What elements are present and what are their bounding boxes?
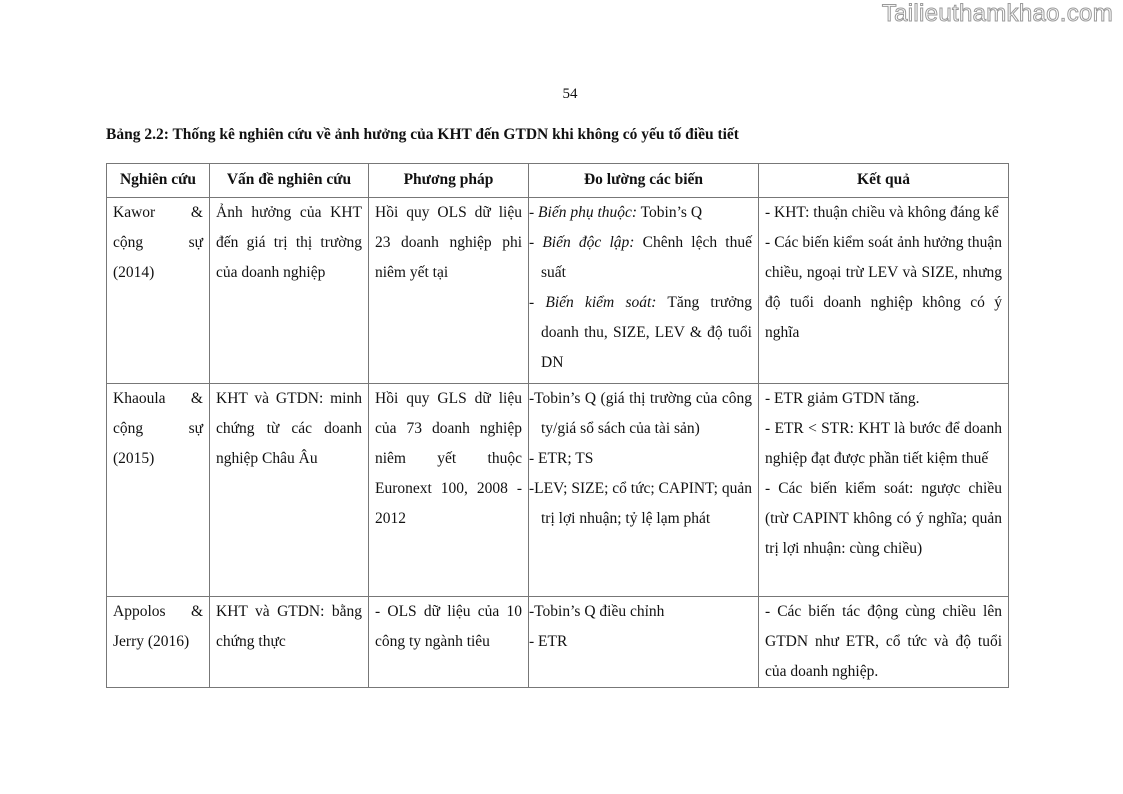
measure-label: Biến kiểm soát: [545, 294, 657, 311]
measure-text: Chênh lệch thuế suất [541, 234, 752, 281]
table-row [107, 384, 1009, 597]
cell-text: Hồi quy GLS dữ liệu của 73 doanh nghiệp niêm yết thuộc Euronext 100, 2008 - 2012 [375, 390, 522, 527]
cell-text: Kawor & cộng sự (2014) [113, 204, 203, 281]
measure-item: - Biến kiểm soát: Tăng trưởng doanh thu, SIZE, LEV & độ tuổi DN [529, 294, 752, 371]
cell-results [759, 198, 1009, 384]
cell-measures [529, 384, 759, 597]
measure-text: Tobin’s Q điều chỉnh [534, 603, 665, 620]
result-item: - ETR < STR: KHT là bước để doanh nghiệp đạt được phần tiết kiệm thuế [765, 420, 1002, 467]
measure-text: Tobin’s Q (giá thị trường của công ty/giá sổ sách của tài sản) [534, 390, 752, 437]
table-row [107, 597, 1009, 688]
measure-item: - Biến độc lập: Chênh lệch thuế suất [529, 234, 752, 281]
measure-item: -Tobin’s Q (giá thị trường của công ty/giá sổ sách của tài sản) [529, 390, 752, 437]
table-title: Bảng 2.2: Thống kê nghiên cứu về ảnh hưởng của KHT đến GTDN khi không có yếu tố điều tiết [106, 126, 739, 143]
result-item: - Các biến kiểm soát ảnh hưởng thuận chiều, ngoại trừ LEV và SIZE, nhưng độ tuổi doanh nghiệp không có ý nghĩa [765, 234, 1002, 341]
measure-text: Tăng trưởng doanh thu, SIZE, LEV & độ tuổi DN [541, 294, 752, 371]
cell-text: Appolos & Jerry (2016) [113, 603, 203, 650]
cell-issue [210, 198, 369, 384]
cell-method [369, 198, 529, 384]
studies-table [106, 163, 1009, 688]
cell-text: KHT và GTDN: bằng chứng thực [216, 603, 362, 650]
table-header-row [107, 164, 1009, 198]
measure-item: - Biến phụ thuộc: Tobin’s Q [529, 204, 703, 221]
table-row [107, 198, 1009, 384]
header-issue: Vấn đề nghiên cứu [210, 164, 369, 198]
cell-study [107, 384, 210, 597]
page-number: 54 [562, 86, 578, 102]
cell-study [107, 597, 210, 688]
cell-issue [210, 597, 369, 688]
measure-item: - ETR; TS [529, 450, 594, 467]
cell-text: Hồi quy OLS dữ liệu 23 doanh nghiệp phi niêm yết tại [375, 204, 522, 281]
result-item: - KHT: thuận chiều và không đáng kể [765, 204, 999, 221]
cell-text: Ảnh hưởng của KHT đến giá trị thị trường của doanh nghiệp [216, 204, 362, 281]
cell-measures [529, 198, 759, 384]
result-item: - Các biến tác động cùng chiều lên GTDN như ETR, cổ tức và độ tuổi của doanh nghiệp. [765, 603, 1002, 680]
measure-item: - ETR [529, 633, 568, 650]
cell-method [369, 384, 529, 597]
result-item: - ETR giảm GTDN tăng. [765, 390, 920, 407]
header-method: Phương pháp [369, 164, 529, 198]
cell-text: - OLS dữ liệu của 10 công ty ngành tiêu [375, 603, 522, 650]
header-measures: Đo lường các biến [529, 164, 759, 198]
cell-method [369, 597, 529, 688]
measure-text: ETR; TS [538, 450, 594, 467]
cell-results [759, 597, 1009, 688]
measure-text: LEV; SIZE; cổ tức; CAPINT; quản trị lợi nhuận; tỷ lệ lạm phát [534, 480, 752, 527]
result-item: - Các biến kiểm soát: ngược chiều (trừ CAPINT không có ý nghĩa; quản trị lợi nhuận: cùng chiều) [765, 480, 1002, 557]
header-results: Kết quả [759, 164, 1009, 198]
measure-label: Biến phụ thuộc: [538, 204, 638, 221]
header-study: Nghiên cứu [107, 164, 210, 198]
measure-text: Tobin’s Q [637, 204, 703, 221]
cell-text: Khaoula & cộng sự (2015) [113, 390, 203, 467]
cell-results [759, 384, 1009, 597]
measure-text: ETR [538, 633, 568, 650]
measure-item: -Tobin’s Q điều chỉnh [529, 603, 665, 620]
cell-measures [529, 597, 759, 688]
measure-label: Biến độc lập: [542, 234, 635, 251]
cell-study [107, 198, 210, 384]
cell-text: KHT và GTDN: minh chứng từ các doanh nghiệp Châu Âu [216, 390, 362, 467]
cell-issue [210, 384, 369, 597]
watermark: Tailieuthamkhao.com [881, 0, 1113, 27]
measure-item: -LEV; SIZE; cổ tức; CAPINT; quản trị lợi nhuận; tỷ lệ lạm phát [529, 480, 752, 527]
